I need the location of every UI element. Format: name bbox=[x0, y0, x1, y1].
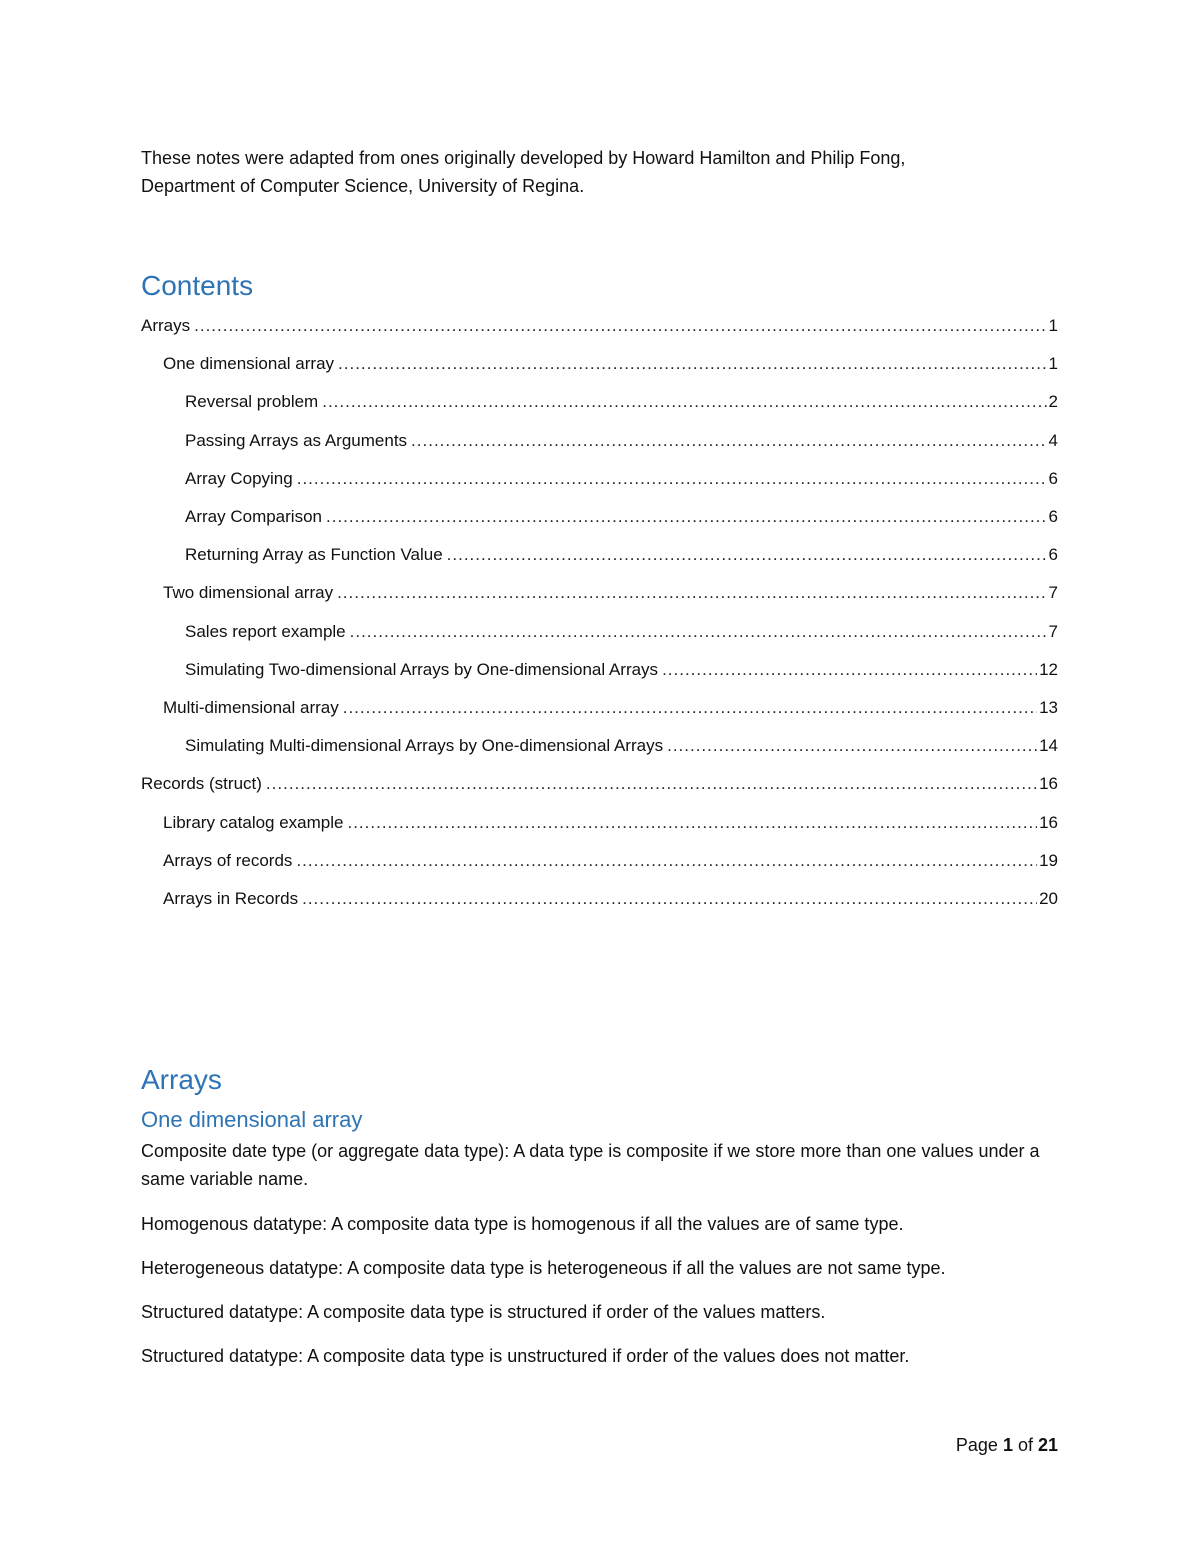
toc-entry-title[interactable]: Simulating Multi-dimensional Arrays by One-dimensional Arrays bbox=[185, 736, 664, 756]
toc-entry-page-number[interactable]: 6 bbox=[1048, 545, 1058, 565]
toc-entry[interactable] bbox=[141, 498, 1058, 536]
section-heading-arrays: Arrays bbox=[141, 1064, 222, 1095]
toc-dot-leader bbox=[350, 622, 1047, 642]
toc-entry[interactable] bbox=[141, 613, 1058, 651]
toc-entry-page-number[interactable]: 16 bbox=[1039, 774, 1058, 794]
toc-dot-leader bbox=[297, 469, 1047, 489]
toc-entry-page-number[interactable]: 1 bbox=[1048, 316, 1058, 336]
paragraph-unstructured: Structured datatype: A composite data type is unstructured if order of the values does not matter. bbox=[141, 1346, 910, 1366]
intro-line-1: These notes were adapted from ones originally developed by Howard Hamilton and Philip Fong, bbox=[141, 148, 906, 168]
toc-entry-page-number[interactable]: 4 bbox=[1048, 430, 1058, 450]
toc-entry-page-number[interactable]: 14 bbox=[1039, 736, 1058, 756]
toc-dot-leader bbox=[194, 316, 1046, 336]
toc-dot-leader bbox=[338, 354, 1047, 374]
toc-entry[interactable] bbox=[141, 536, 1058, 574]
toc-entry-page-number[interactable]: 13 bbox=[1039, 697, 1058, 717]
intro-line-2: Department of Computer Science, University of Regina. bbox=[141, 176, 585, 196]
toc-entry[interactable] bbox=[141, 574, 1058, 612]
toc-entry[interactable] bbox=[141, 307, 1058, 345]
intro-paragraph bbox=[141, 144, 1061, 200]
toc-entry[interactable] bbox=[141, 345, 1058, 383]
toc-dot-leader bbox=[296, 851, 1037, 871]
toc-entry-title[interactable]: Arrays bbox=[141, 316, 191, 336]
toc-entry[interactable] bbox=[141, 689, 1058, 727]
toc-entry[interactable] bbox=[141, 803, 1058, 841]
toc-entry[interactable] bbox=[141, 880, 1058, 918]
toc-entry[interactable] bbox=[141, 842, 1058, 880]
toc-entry-page-number[interactable]: 16 bbox=[1039, 812, 1058, 832]
toc-entry-page-number[interactable]: 12 bbox=[1039, 659, 1058, 679]
footer-page-word: Page bbox=[955, 1435, 1003, 1455]
toc-entry-title[interactable]: Array Copying bbox=[185, 468, 293, 488]
toc-dot-leader bbox=[667, 736, 1037, 756]
paragraph-heterogeneous: Heterogeneous datatype: A composite data type is heterogeneous if all the values are not same type. bbox=[141, 1258, 946, 1278]
toc-entry-page-number[interactable]: 20 bbox=[1039, 888, 1058, 908]
subsection-heading-one-dimensional: One dimensional array bbox=[141, 1107, 363, 1132]
toc-entry[interactable] bbox=[141, 727, 1058, 765]
toc-entry[interactable] bbox=[141, 651, 1058, 689]
paragraph-composite: Composite date type (or aggregate data type): A data type is composite if we store more than one values under a same variable name. bbox=[141, 1141, 1040, 1189]
toc-entry[interactable] bbox=[141, 460, 1058, 498]
footer-page-total: 21 bbox=[1037, 1435, 1058, 1455]
toc-entry[interactable] bbox=[141, 422, 1058, 460]
toc-entry-title[interactable]: Multi-dimensional array bbox=[163, 697, 339, 717]
footer-of-word: of bbox=[1012, 1435, 1038, 1455]
toc-entry-page-number[interactable]: 6 bbox=[1048, 468, 1058, 488]
paragraph-structured: Structured datatype: A composite data type is structured if order of the values matters. bbox=[141, 1302, 826, 1322]
toc-dot-leader bbox=[326, 507, 1047, 527]
toc-dot-leader bbox=[347, 813, 1037, 833]
footer-page-number: 1 bbox=[1002, 1435, 1013, 1455]
toc-dot-leader bbox=[322, 392, 1046, 412]
toc-entry-page-number[interactable]: 19 bbox=[1039, 850, 1058, 870]
toc-entry-page-number[interactable]: 1 bbox=[1048, 354, 1058, 374]
toc-entry-title[interactable]: Two dimensional array bbox=[163, 583, 334, 603]
toc-entry-title[interactable]: Records (struct) bbox=[141, 774, 262, 794]
toc-entry[interactable] bbox=[141, 765, 1058, 803]
table-of-contents bbox=[141, 307, 1058, 918]
toc-entry-title[interactable]: Returning Array as Function Value bbox=[185, 545, 443, 565]
toc-entry-title[interactable]: One dimensional array bbox=[163, 354, 335, 374]
toc-entry-title[interactable]: Passing Arrays as Arguments bbox=[185, 430, 408, 450]
toc-entry-title[interactable]: Simulating Two-dimensional Arrays by One-dimensional Arrays bbox=[185, 659, 659, 679]
toc-entry-title[interactable]: Sales report example bbox=[185, 621, 346, 641]
toc-dot-leader bbox=[302, 889, 1037, 909]
toc-dot-leader bbox=[337, 583, 1046, 603]
contents-heading: Contents bbox=[141, 270, 254, 301]
toc-entry-page-number[interactable]: 6 bbox=[1048, 507, 1058, 527]
toc-dot-leader bbox=[662, 660, 1037, 680]
toc-entry-title[interactable]: Reversal problem bbox=[185, 392, 319, 412]
toc-dot-leader bbox=[447, 545, 1047, 565]
toc-entry-title[interactable]: Array Comparison bbox=[185, 507, 322, 527]
toc-entry-page-number[interactable]: 7 bbox=[1048, 621, 1058, 641]
toc-entry-title[interactable]: Arrays in Records bbox=[163, 888, 299, 908]
toc-entry-page-number[interactable]: 2 bbox=[1048, 392, 1058, 412]
toc-entry-title[interactable]: Arrays of records bbox=[163, 850, 293, 870]
toc-entry-page-number[interactable]: 7 bbox=[1048, 583, 1058, 603]
paragraph-homogenous: Homogenous datatype: A composite data type is homogenous if all the values are of same type. bbox=[141, 1214, 904, 1234]
page-footer bbox=[956, 1431, 1058, 1459]
toc-dot-leader bbox=[411, 431, 1046, 451]
toc-dot-leader bbox=[343, 698, 1037, 718]
toc-entry[interactable] bbox=[141, 383, 1058, 421]
toc-dot-leader bbox=[266, 774, 1037, 794]
toc-entry-title[interactable]: Library catalog example bbox=[163, 812, 344, 832]
